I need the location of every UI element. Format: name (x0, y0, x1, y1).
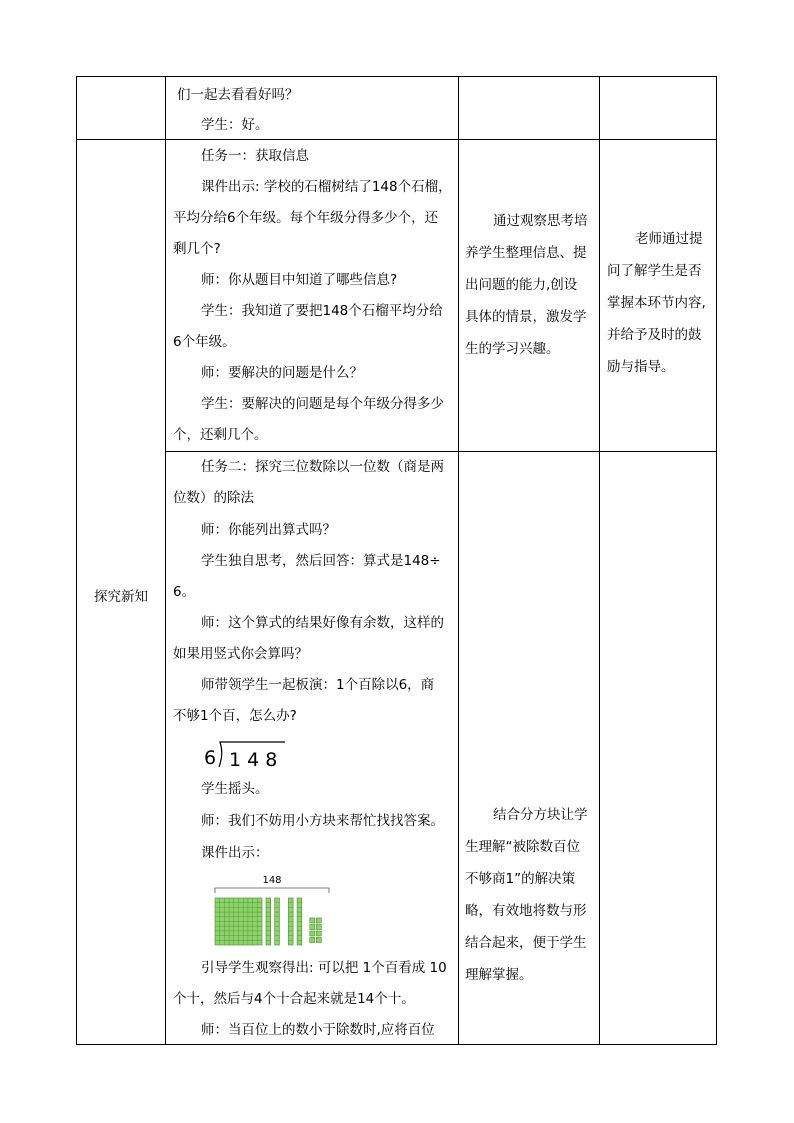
task1-line: 学生：要解决的问题是每个年级分得多少 (201, 396, 444, 412)
intro-line-1: 们一起去看看好吗？ (177, 87, 299, 103)
row-divider-1 (77, 139, 716, 140)
one-cube (310, 931, 315, 936)
task2-line: 位数）的除法 (173, 490, 254, 506)
task2-line: 不够1个百，怎么办? (173, 708, 297, 724)
col-divider-3 (599, 77, 600, 1044)
task1-line: 平均分给6个年级。每个年级分得多少个，还 (173, 210, 439, 226)
task2-intent-line: 结合分方块让学 (493, 807, 588, 823)
blocks-total-label: 148 (262, 875, 282, 886)
task1-line: 剩几个? (173, 241, 221, 257)
task2-heading: 任务二：探究三位数除以一位数（商是两 (201, 459, 444, 475)
task2-intent-line: 结合起来，便于学生 (465, 935, 587, 951)
task2-intent-line: 不够商1”的解决策 (465, 871, 576, 887)
one-cube (316, 938, 321, 943)
ones-blocks (310, 918, 322, 943)
task2-line: 如果用竖式你会算吗？ (173, 646, 308, 662)
task1-eval-line: 并给予及时的鼓 (607, 327, 702, 343)
lesson-table (76, 76, 717, 1045)
task1-line: 课件出示: 学校的石榴树结了148个石榴， (201, 179, 452, 195)
task2-line: 师：你能列出算式吗？ (201, 522, 336, 538)
one-cube (310, 925, 315, 930)
task1-eval-line: 老师通过提 (635, 231, 703, 247)
divisor: 6 (204, 747, 217, 769)
task1-eval-line: 问了解学生是否 (607, 263, 702, 279)
task1-line: 师：你从题目中知道了哪些信息? (201, 272, 398, 288)
long-division (202, 739, 287, 771)
task2-line: 师：我们不妨用小方块来帮忙找找答案。 (201, 813, 444, 829)
task2-line: 师带领学生一起板演：1个百除以6，商 (201, 677, 435, 693)
dividend: 1 4 8 (229, 749, 278, 771)
task1-intent-line: 养学生整理信息、提 (465, 245, 587, 261)
task1-line: 学生：我知道了要把148个石榴平均分给 (201, 303, 443, 319)
task1-line: 6个年级。 (173, 334, 236, 350)
task2-line: 师：这个算式的结果好像有余数，这样的 (201, 615, 444, 631)
task2-line: 课件出示： (201, 845, 269, 861)
one-cube (316, 918, 321, 923)
tens-blocks (266, 898, 302, 945)
task2-line: 学生独自思考，然后回答：算式是148÷ (201, 553, 441, 569)
task1-eval-line: 掌握本环节内容, (607, 295, 706, 311)
task2-line: 引导学生观察得出: 可以把 1个百看成 10 (201, 960, 447, 976)
task2-line: 6。 (173, 584, 196, 600)
one-cube (316, 931, 321, 936)
stage-label: 探究新知 (94, 589, 148, 605)
blocks-brace (215, 888, 329, 893)
intro-line-2: 学生：好。 (201, 117, 269, 133)
task2-intent-line: 略，有效地将数与形 (465, 903, 587, 919)
task1-intent-line: 具体的情景，激发学 (465, 309, 587, 325)
task1-eval-line: 励与指导。 (607, 359, 675, 375)
one-cube (316, 925, 321, 930)
task1-heading: 任务一：获取信息 (201, 148, 309, 164)
base-ten-blocks (213, 871, 333, 947)
task2-intent-line: 理解掌握。 (465, 967, 533, 983)
task2-intent-line: 生理解“被除数百位 (465, 839, 580, 855)
one-cube (310, 918, 315, 923)
col-divider-1 (165, 77, 166, 1044)
task1-intent-line: 通过观察思考培 (493, 213, 588, 229)
task2-line: 师：当百位上的数小于除数时,应将百位 (201, 1022, 435, 1038)
task2-line: 个十，然后与4个十合起来就是14个十。 (173, 991, 415, 1007)
task1-intent-line: 出问题的能力,创设 (465, 277, 578, 293)
hundreds-blocks (215, 898, 262, 945)
task1-line: 个，还剩几个。 (173, 427, 268, 443)
col-divider-2 (458, 77, 459, 1044)
task2-line: 学生摇头。 (201, 781, 269, 797)
one-cube (310, 938, 315, 943)
row-divider-2 (165, 451, 716, 452)
task1-line: 师：要解决的问题是什么？ (201, 365, 363, 381)
task1-intent-line: 生的学习兴趣。 (465, 341, 560, 357)
